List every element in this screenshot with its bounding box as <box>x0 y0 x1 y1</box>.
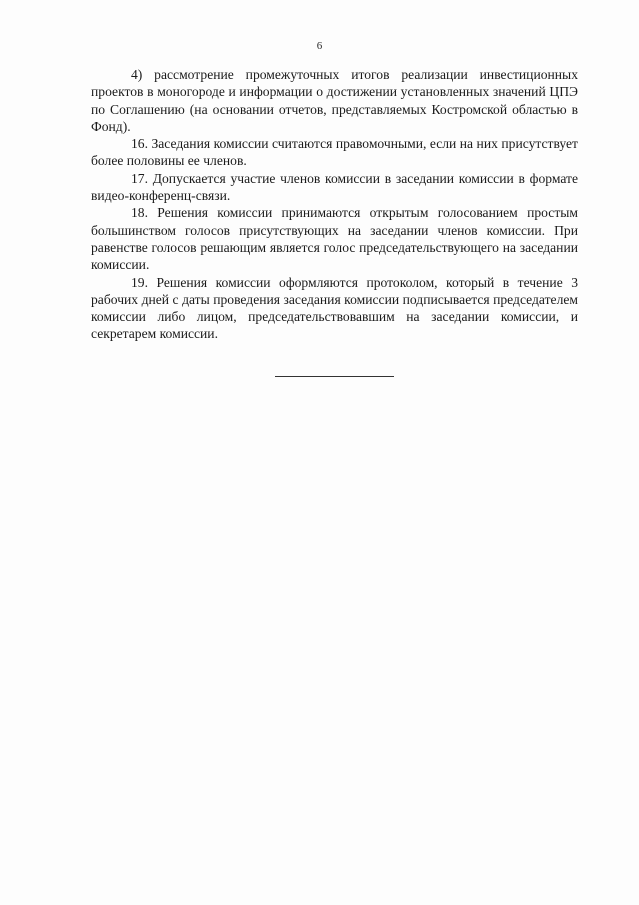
document-body <box>91 66 578 343</box>
end-divider-line <box>275 376 394 377</box>
paragraph-16: 16. Заседания комиссии считаются правомочными, если на них присутствует более половины ее членов. <box>91 136 578 169</box>
paragraph-17: 17. Допускается участие членов комиссии в заседании комиссии в формате видео-конференц-связи. <box>91 170 578 204</box>
paragraph-18: 18. Решения комиссии принимаются открытым голосованием простым большинством голосов присутствующих на заседании членов комиссии. При равенстве голосов решающим является голос председательствующего на заседании комиссии. <box>91 205 578 273</box>
page-number: 6 <box>316 40 323 52</box>
paragraph-item-4: 4) рассмотрение промежуточных итогов реализации инвестиционных проектов в моногороде и информации о достижении установленных значений ЦПЭ по Соглашению (на основании отчетов, представляемых Костромской областью в Фонд). <box>91 67 578 134</box>
paragraph-19: 19. Решения комиссии оформляются протоколом, который в течение 3 рабочих дней с даты проведения заседания комиссии подписывается председателем комиссии либо лицом, председательствовавшим на заседании комиссии, и секретарем комиссии. <box>91 274 578 342</box>
